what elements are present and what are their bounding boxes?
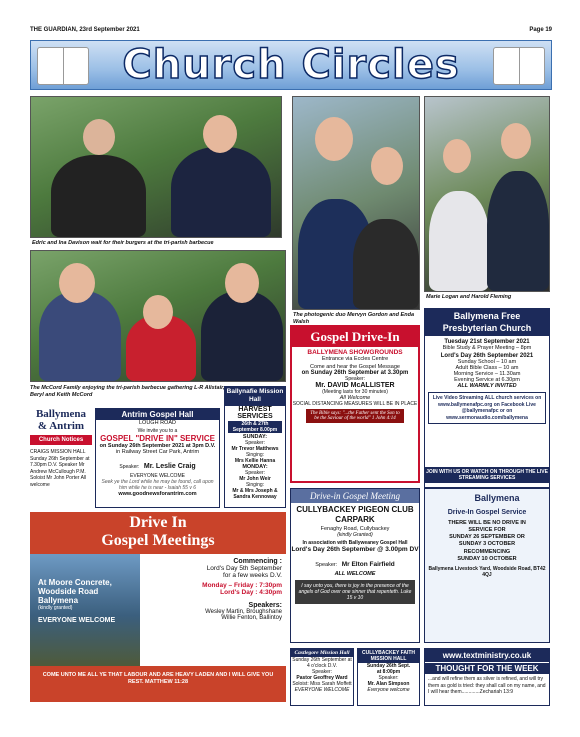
castlegore-ad — [290, 648, 354, 706]
castlegore-speaker-label: Speaker: — [311, 669, 332, 675]
ballynafie-harvest: HARVEST SERVICES — [237, 405, 273, 420]
antrim-when: on Sunday 26th September 2021 at 3pm D.V. — [99, 443, 216, 449]
drive-in-come: Come and hear the Gospel Message — [310, 364, 400, 370]
cullybackey-drive-in-ad — [290, 488, 420, 643]
antrim-invite: We invite you to a — [137, 428, 178, 434]
dim-c2: for a few weeks D.V. — [222, 572, 282, 579]
ballynafie-mon-speaker-label: Speaker: — [244, 469, 265, 476]
craigs-notice: CRAIGS MISSION HALL Sunday 26th September at 7.30pm D.V. Speaker Mr Andrew McCullough P.M. Soloist Mr John Porter All welcome — [30, 449, 90, 488]
ballymena-drive-in-ad — [424, 488, 550, 643]
notices-tag: Church Notices — [30, 435, 92, 445]
ballymena-fpc-ad — [424, 308, 550, 488]
page-number: Page 19 — [529, 27, 552, 33]
ballynafie-dates: 26th & 27th September 8.00pm — [228, 421, 282, 433]
bdi-sub: Drive-In Gospel Service — [447, 509, 527, 516]
dim-at3: Ballymena — [38, 596, 79, 605]
bdi-l6: SUNDAY 10 OCTOBER — [457, 555, 517, 562]
faith-mission-ad — [357, 648, 420, 706]
dim-c1: Lord's Day 5th September — [206, 565, 282, 572]
ballynafie-mon-singing: Mr & Mrs Joseph & Sandra Kennoway — [232, 487, 278, 500]
antrim-gospel-hall-ad — [95, 408, 220, 508]
fpc-warm: ALL WARMLY INVITED — [457, 383, 517, 390]
drive-in-speaker-label: Speaker: — [344, 376, 365, 382]
drive-in-all-welcome: All Welcome — [339, 395, 371, 401]
bdi-l1: THERE WILL BE NO DRIVE IN — [448, 520, 526, 526]
drive-in-duration: (Meeting lasts for 30 minutes) — [322, 389, 388, 395]
cully-banner: Drive-in Gospel Meeting — [291, 489, 419, 503]
church-notices-box — [30, 408, 92, 508]
bdi-l2: SERVICE FOR — [468, 527, 506, 534]
ballynafie-sun-speaker: Mr Trevor Matthews — [231, 445, 279, 452]
antrim-verse: Seek ye the Lord while he may be found, call upon him while he is near - Isaiah 55 v 6 — [101, 479, 214, 491]
faith-when: Sunday 26th Sept. — [366, 663, 411, 669]
antrim-speaker-label: Speaker: — [119, 464, 140, 470]
dim-granted: (kindly granted) — [38, 605, 73, 611]
photo-mccord-family — [30, 250, 286, 382]
ballynafie-title: Ballynafie Mission Hall — [225, 387, 285, 406]
dim-verse: COME UNTO ME ALL YE THAT LABOUR AND ARE HEAVY LADEN AND I WILL GIVE YOU REST. MATTHEW 11:28 — [42, 672, 274, 686]
bdi-l5: RECOMMENCING — [463, 548, 511, 555]
fpc-join: JOIN WITH US OR WATCH ON THROUGH THE LIVE STREAMING SERVICES — [424, 467, 550, 483]
dim-title1: Drive In — [129, 514, 187, 531]
drive-in-verse: The Bible says: "...the Father sent the Son to be the Saviour of the world" 1 John 4:14 — [306, 409, 404, 423]
ballynafie-mon-speaker: Mr John Weir — [239, 475, 271, 482]
castlegore-soloist: Soloist: Miss Sarah Moffett — [292, 681, 352, 687]
cully-assoc: In association with Ballyweaney Gospel Hall — [302, 539, 408, 546]
fpc-adult-class: Adult Bible Class – 10 am — [455, 365, 519, 372]
ballynafie-sun-speaker-label: Speaker: — [244, 439, 265, 446]
ballynafie-ad — [224, 386, 286, 508]
caption-gordon-walsh: The photogenic duo Mervyn Gordon and Enda Walsh — [293, 312, 414, 325]
page-banner — [30, 40, 552, 90]
page-header — [30, 27, 552, 33]
drive-in-when: on Sunday 26th September at 3.30pm — [301, 370, 409, 376]
antrim-speaker: Mr. Leslie Craig — [143, 463, 196, 470]
ballynafie-sun-singing-label: Singing: — [245, 451, 265, 458]
cully-verse: I say unto you, there is joy in the presence of the angels of God over one sinner that repenteth. Luke 15 v 10 — [295, 580, 415, 604]
publication-date: THE GUARDIAN, 23rd September 2021 — [30, 27, 140, 33]
bdi-l4: SUNDAY 3 OCTOBER — [458, 541, 516, 548]
dim-lords-day: Lord's Day : 4:30pm — [220, 589, 282, 596]
bdi-l3: SUNDAY 26 SEPTEMBER OR — [449, 534, 525, 541]
castlegore-all: EVERYONE WELCOME — [294, 687, 350, 693]
caption-mccord-family: The McCord Family enjoying the tri-parish barbecue gathering L-R Alistair, Beryl and Keith McCord — [30, 385, 225, 398]
cully-speaker-label: Speaker: — [315, 561, 338, 568]
dim-commencing: Commencing : — [233, 558, 282, 565]
fpc-title: Ballymena Free Presbyterian Church — [425, 309, 549, 336]
antrim-where: in Railway Street Car Park, Antrim — [115, 449, 200, 455]
castlegore-speaker: Pastor Geoffrey Ward — [296, 675, 348, 681]
dim-speakers: Speakers: — [248, 602, 282, 609]
drive-in-title: Gospel Drive-In — [292, 327, 418, 347]
dim-title2: Gospel Meetings — [101, 532, 215, 549]
dim-mon-fri: Monday – Friday : 7:30pm — [202, 582, 282, 589]
fpc-tuesday-line: Bible Study & Prayer Meeting – 8pm — [442, 345, 532, 352]
ballynafie-sun-singing: Mrs Kellie Hanna — [234, 457, 276, 464]
dim-photo — [30, 554, 140, 666]
faith-speaker: Mr. Alan Simpson — [367, 681, 410, 687]
fpc-evening: Evening Service at 6.30pm — [454, 377, 520, 384]
bible-icon — [493, 47, 545, 85]
cully-road: Fenaghy Road, Cullybackey — [320, 525, 390, 532]
antrim-heading: GOSPEL "DRIVE IN" SERVICE — [100, 434, 215, 443]
dim-speaker2: Willie Fenton, Ballintoy — [221, 615, 282, 621]
drive-in-distancing: SOCIAL DISTANCING MEASURES WILL BE IN PLACE — [292, 401, 418, 407]
cully-title: CULLYBACKEY PIGEON CLUB CARPARK — [296, 505, 414, 525]
photo-davison — [30, 96, 282, 238]
faith-title: CULLYBACKEY FAITH MISSION HALL — [358, 649, 419, 663]
fpc-sunday-school: Sunday School – 10 am — [457, 359, 517, 366]
ballynafie-sunday: SUNDAY: — [242, 433, 268, 440]
cully-when: Lord's Day 26th September @ 3.00pm DV — [291, 545, 419, 553]
castlegore-title: Castlegore Mission Hall — [291, 649, 353, 657]
bible-icon — [37, 47, 89, 85]
faith-all: Everyone welcome — [367, 687, 410, 693]
ballynafie-mon-singing-label: Singing: — [245, 481, 265, 488]
bdi-title: Ballymena — [474, 493, 520, 503]
thought-title: THOUGHT FOR THE WEEK — [425, 662, 549, 674]
fpc-lords-day: Lord's Day 26th September 2021 — [440, 353, 534, 360]
caption-logan-fleming: Marie Logan and Harold Fleming — [426, 294, 512, 300]
text-ministry-website[interactable]: www.textministry.co.uk — [425, 649, 549, 662]
dim-at1: At Moore Concrete, — [38, 578, 112, 587]
bdi-address: Ballymena Livestock Yard, Woodside Road, BT42 4QJ — [428, 565, 546, 578]
dim-speaker1: Wesley Martin, Broughshane — [205, 609, 282, 615]
antrim-road: LOUGH ROAD — [139, 420, 176, 426]
drive-in-speaker: Mr. DAVID McALLISTER — [315, 382, 395, 389]
cully-granted: (kindly Granted) — [337, 531, 373, 538]
antrim-title: Antrim Gospel Hall — [96, 409, 219, 420]
page-title: Church Circles — [122, 42, 460, 88]
faith-time: at 8:00pm — [376, 669, 401, 675]
drive-in-meetings-ad — [30, 512, 286, 702]
thought-body: ...and will refine them as silver is refined, and will try them as gold is tried: they shall call on my name, and I will hear them.............Zechariah 13:9 — [428, 676, 546, 695]
caption-davison: Edric and Ina Davison wait for their burgers at the tri-parish barbecue — [32, 240, 214, 246]
dim-at2: Woodside Road — [38, 587, 99, 596]
fpc-morning: Morning Service – 11.30am — [453, 371, 521, 378]
photo-gordon-walsh — [292, 96, 420, 310]
notices-title: Ballymena & Antrim — [35, 408, 87, 433]
faith-speaker-label: Speaker: — [378, 675, 399, 681]
cully-speaker: Mr Elton Fairfield — [341, 560, 395, 568]
gospel-drive-in-ad — [290, 325, 420, 483]
dim-everyone: EVERYONE WELCOME — [38, 617, 116, 624]
drive-in-entrance: Entrance via Eccles Centre — [321, 356, 389, 362]
antrim-everyone: EVERYONE WELCOME — [130, 473, 185, 479]
castlegore-when: Sunday 26th September at 4 o'clock D.V. — [292, 657, 352, 669]
fpc-tuesday: Tuesday 21st September 2021 — [444, 339, 530, 346]
drive-in-venue: BALLYMENA SHOWGROUNDS — [307, 349, 403, 356]
photo-logan-fleming — [424, 96, 550, 292]
fpc-live-streaming[interactable]: Live Video Streaming ALL church services on www.ballymenafpc.org on Facebook Live @ballymenafpc or on www.sermonaudio.com/ballymena — [428, 392, 546, 424]
text-ministry-ad — [424, 648, 550, 706]
antrim-website[interactable]: www.goodnewsforantrim.com — [118, 491, 197, 497]
ballynafie-monday: MONDAY: — [242, 463, 268, 470]
cully-all: ALL WELCOME — [334, 570, 376, 577]
